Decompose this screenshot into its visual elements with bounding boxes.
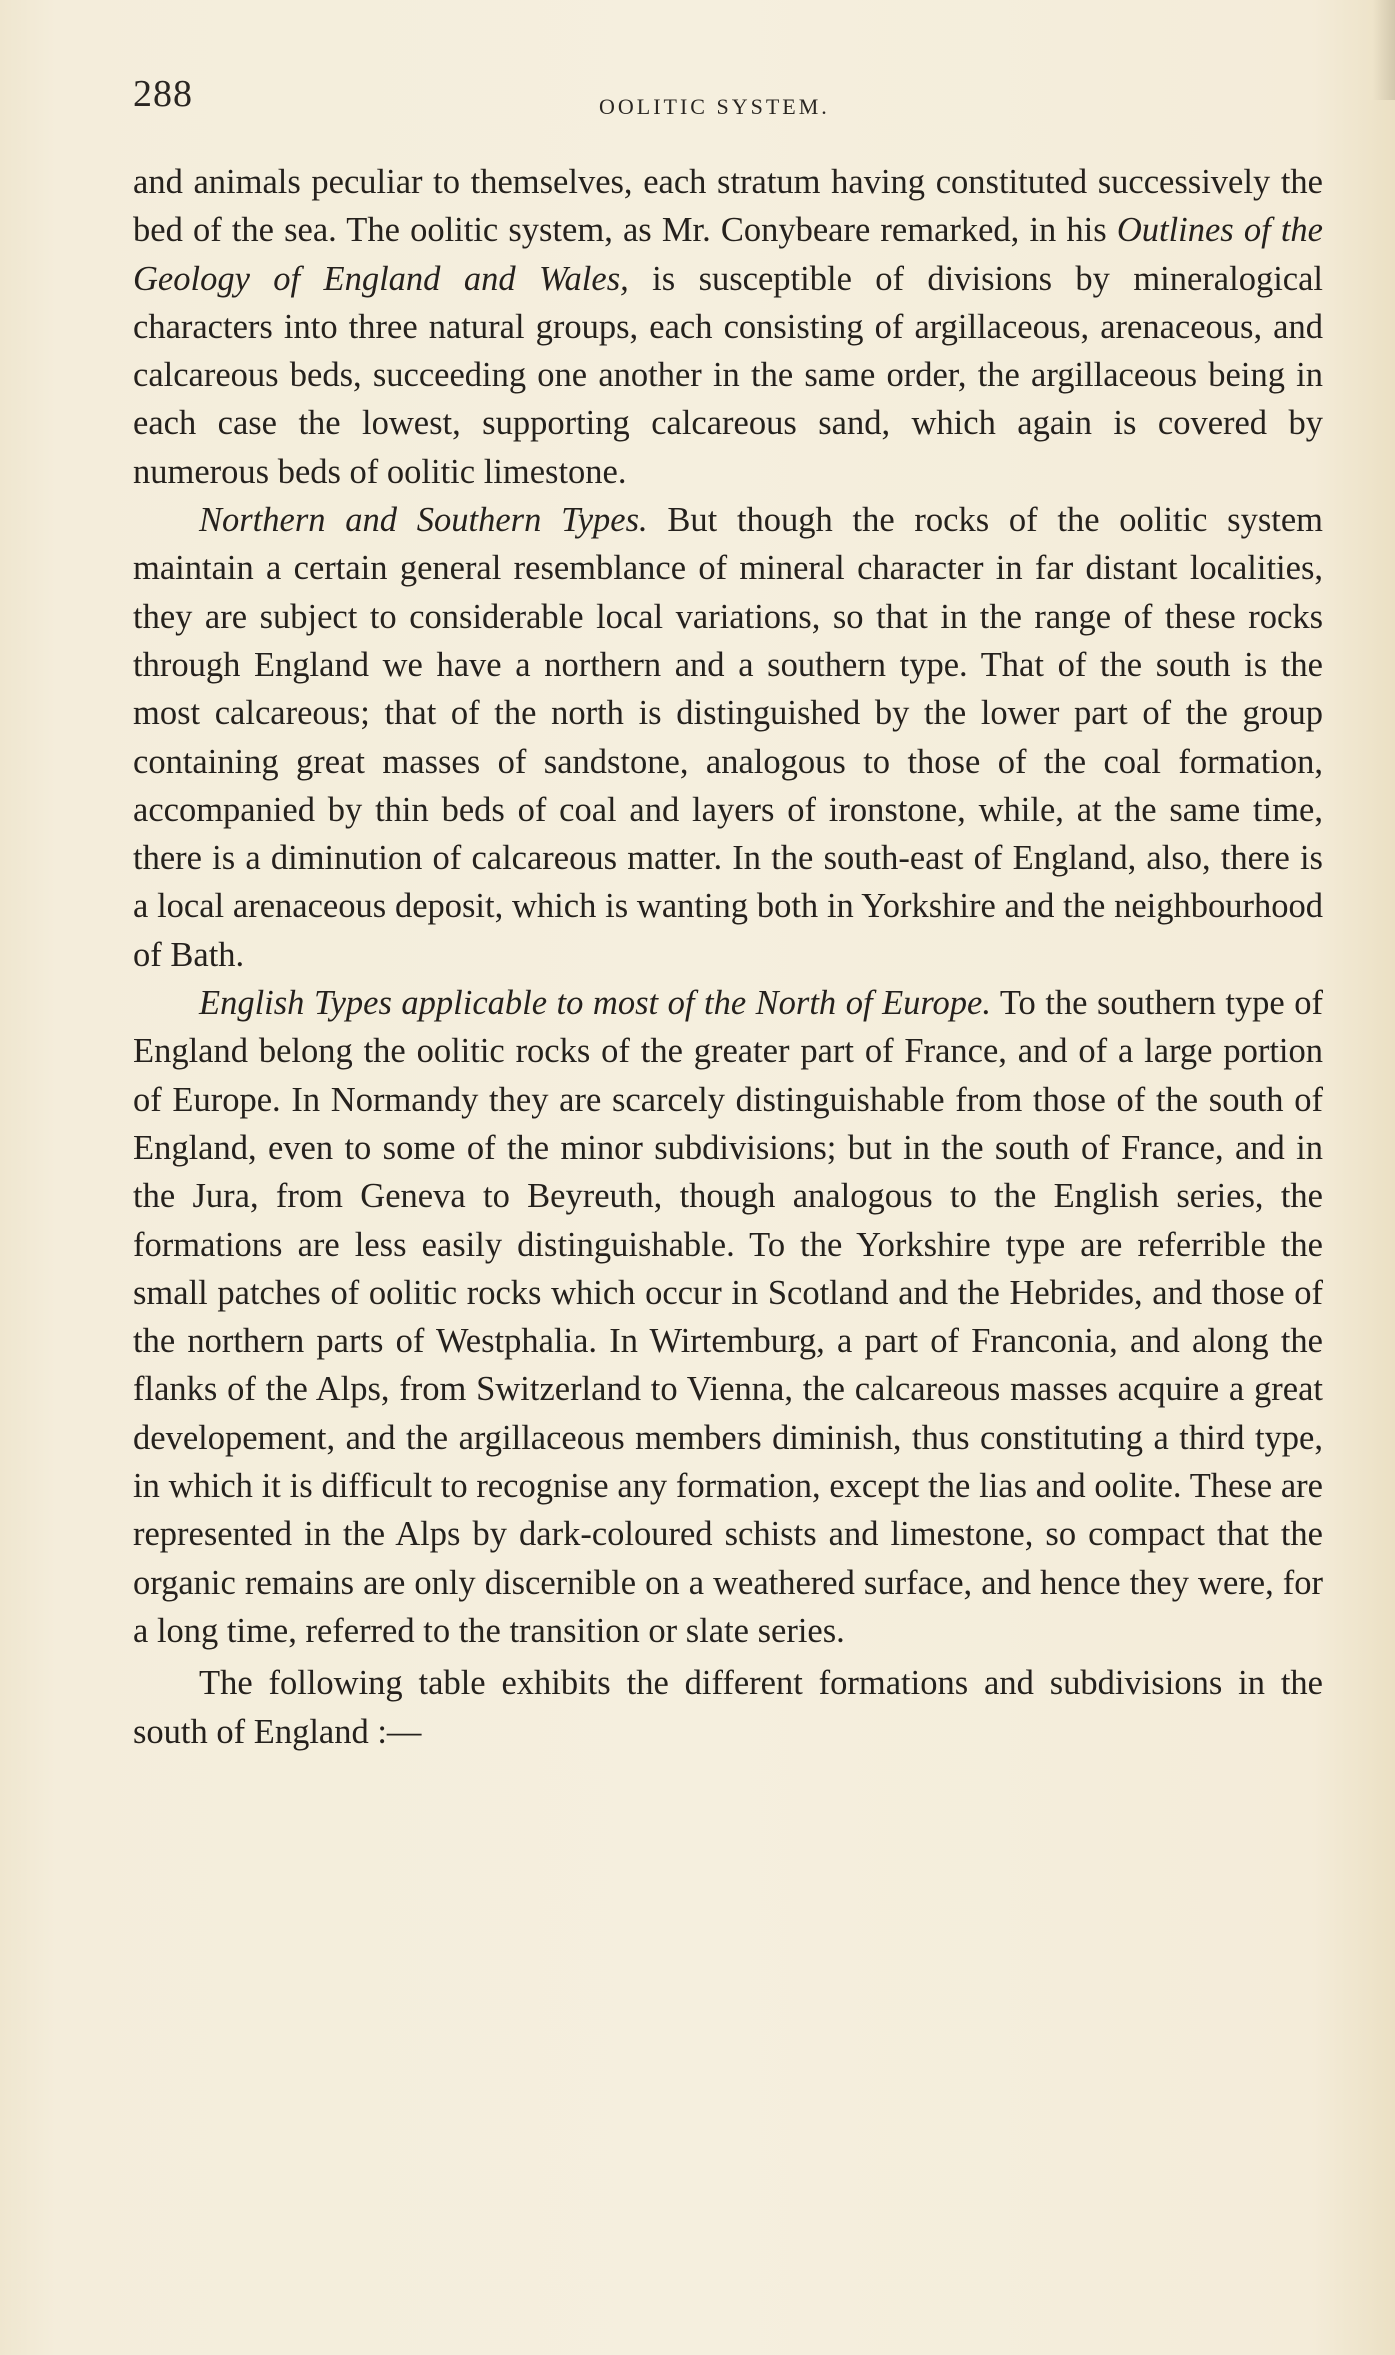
paragraph-3-text: To the southern type of England belong the oolitic rocks of the greater part of France, and of a large portion of Europe. In Normandy they are scarcely distinguishable from those of the south of England, even to some of the minor subdivisions; but in the south of France, and in the Jura, from Geneva to Beyreuth, though analogous to the English series, the formations are less easily distinguishable. To the Yorkshire type are referrible the small patches of oolitic rocks which occur in Scotland and the Hebrides, and those of the northern parts of Westphalia. In Wirtemburg, a part of Franconia, and along the flanks of the Alps, from Switzerland to Vienna, the calcareous masses acquire a great developement, and the argillaceous members diminish, thus constituting a third type, in which it is difficult to recognise any formation, except the lias and oolite. These are represented in the Alps by dark-coloured schists and limestone, so compact that the organic remains are only discernible on a weathered surface, and hence they were, for a long time, referred to the transition or slate series. — [133, 984, 1324, 1650]
paragraph-1-text-a: and animals peculiar to themselves, each stratum having constituted successively the bed of the sea. The oolitic system, as Mr. Conybeare remarked, in his — [133, 163, 1323, 250]
page-header — [133, 72, 1323, 122]
section-heading-northern-southern-types: Northern and Southern Types. — [199, 501, 648, 540]
body-text — [133, 158, 1323, 1756]
paragraph-1-text-b: is susceptible of divisions by mineralogical characters into three natural groups, each consisting of argillaceous, arenaceous, and calcareous beds, succeeding one another in the same order, the argillaceous being in each case the lowest, supporting calcareous sand, which again is covered by numerous beds of oolitic limestone. — [133, 259, 1324, 491]
paragraph-4-text: The following table exhibits the different formations and subdivisions in the south of England :— — [133, 1664, 1323, 1751]
running-head: OOLITIC SYSTEM. — [599, 94, 830, 119]
paragraph-2 — [133, 496, 1323, 979]
book-title-citation: Outlines of the Geology of England and Wales, — [133, 211, 1323, 298]
section-heading-english-types: English Types applicable to most of the North of Europe. — [199, 984, 991, 1023]
paragraph-1 — [133, 158, 1323, 496]
page-edge-shadow — [1373, 0, 1395, 100]
page-number: 288 — [133, 73, 193, 115]
paragraph-3 — [133, 979, 1323, 1655]
paragraph-4 — [133, 1659, 1323, 1756]
paragraph-2-text: But though the rocks of the oolitic system maintain a certain general resemblance of mineral character in far distant localities, they are subject to considerable local variations, so that in the range of these rocks through England we have a northern and a southern type. That of the south is the most calcareous; that of the north is distinguished by the lower part of the group containing great masses of sandstone, analogous to those of the coal formation, accompanied by thin beds of coal and layers of ironstone, while, at the same time, there is a diminution of calcareous matter. In the south-east of England, also, there is a local arenaceous deposit, which is wanting both in Yorkshire and the neighbourhood of Bath. — [133, 501, 1324, 974]
